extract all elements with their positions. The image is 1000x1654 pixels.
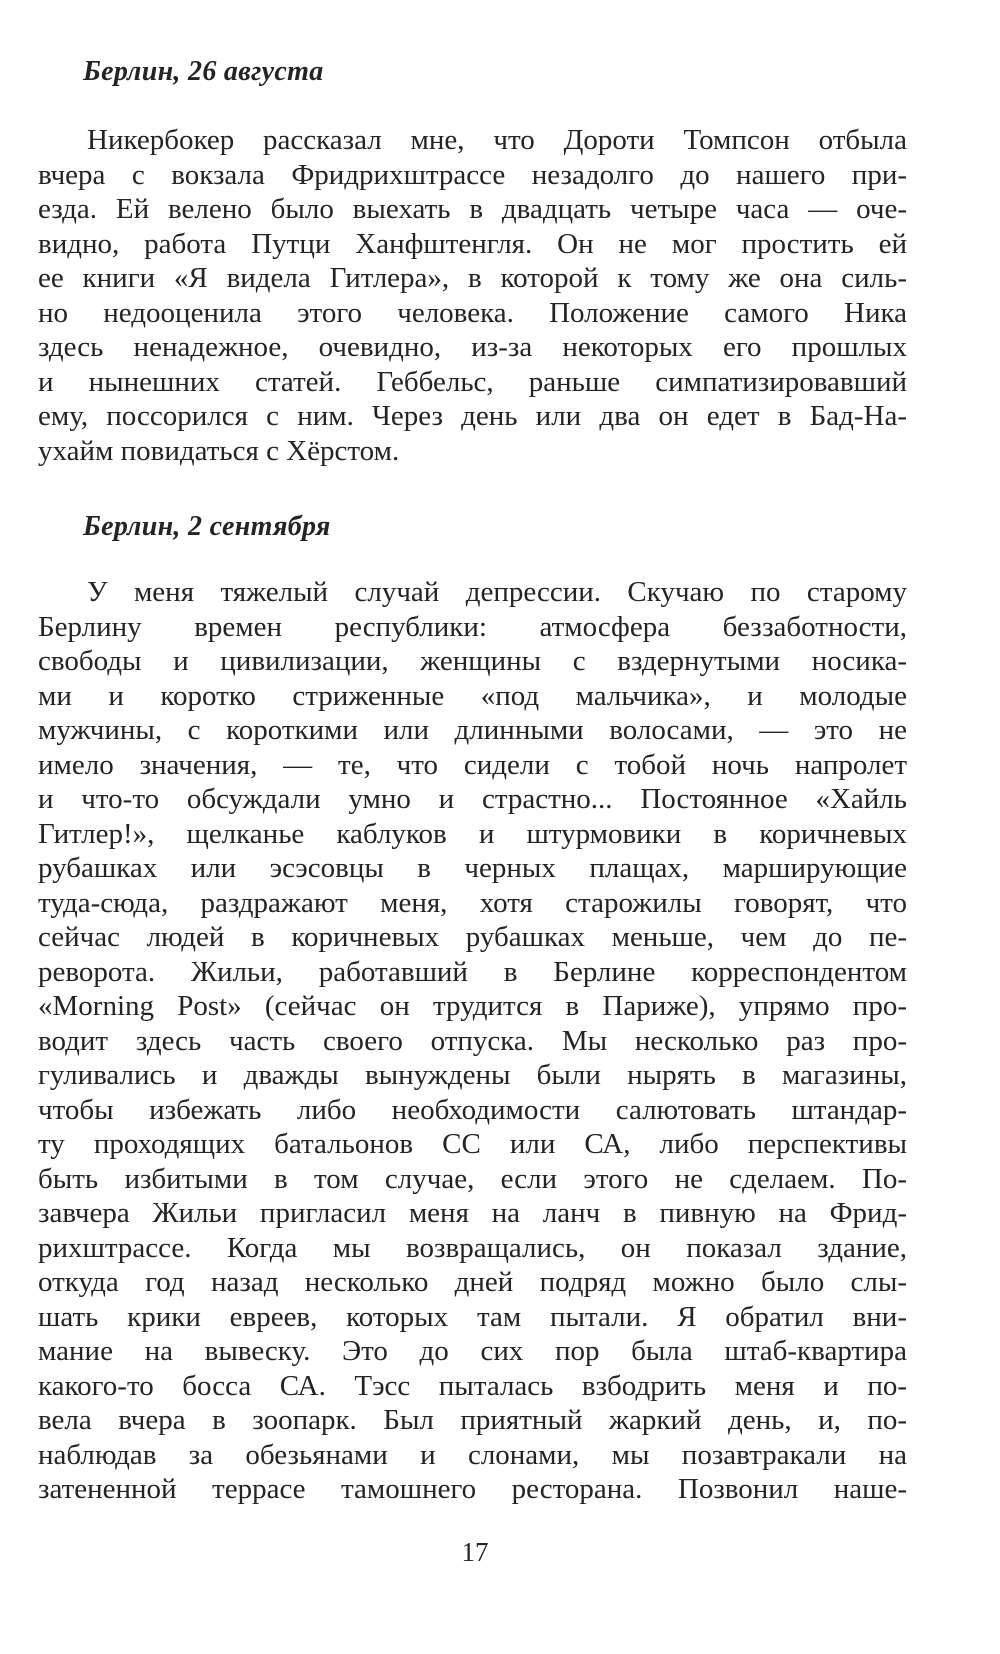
text-line: У меня тяжелый случай депрессии. Скучаю по старому (87, 576, 907, 608)
text-line: «Morning Post» (сейчас он трудится в Париже), упрямо про- (38, 990, 907, 1022)
text-line: наблюдав за обезьянами и слонами, мы позавтракали на (38, 1438, 907, 1471)
text-line: свободы и цивилизации, женщины с вздернутыми носика- (38, 645, 907, 677)
text-line: ми и коротко стриженные «под мальчика», и молодые (38, 679, 907, 712)
page-number: 17 (461, 1537, 489, 1567)
text-line: ухайм повидаться с Хёрстом. (38, 434, 400, 467)
text-line: езда. Ей велено было выехать в двадцать четыре часа — оче- (38, 193, 907, 225)
entry-heading-aug-26: Берлин, 26 августа (83, 56, 324, 87)
text-line: рубашках или эсэсовцы в черных плащах, марширующие (38, 852, 907, 884)
text-line: мание на вывеску. Это до сих пор была штаб-квартира (38, 1335, 907, 1367)
text-line: здесь ненадежное, очевидно, из-за некоторых его прошлых (38, 331, 907, 363)
text-line: быть избитыми в том случае, если этого не сделаем. По- (38, 1162, 907, 1195)
text-line: Гитлер!», щелканье каблуков и штурмовики в коричневых (38, 817, 907, 850)
entry-body-aug-26 (38, 123, 907, 468)
text-line: рихштрассе. Когда мы возвращались, он показал здание, (38, 1231, 907, 1264)
text-line: завчера Жильи пригласил меня на ланч в пивную на Фрид- (38, 1197, 907, 1229)
text-line: откуда год назад несколько дней подряд можно было слы- (38, 1266, 907, 1298)
text-line: туда-сюда, раздражают меня, хотя старожилы говорят, что (38, 886, 907, 919)
text-line: и нынешних статей. Геббельс, раньше симпатизировавший (38, 365, 907, 398)
entry-heading-sep-2: Берлин, 2 сентября (83, 511, 331, 542)
text-line: какого-то босса СА. Тэсс пыталась взбодрить меня и по- (38, 1369, 907, 1402)
text-line: ее книги «Я видела Гитлера», в которой к тому же она силь- (38, 262, 907, 294)
text-line: ему, поссорился с ним. Через день или два он едет в Бад-На- (38, 400, 907, 432)
text-line: реворота. Жильи, работавший в Берлине корреспондентом (38, 955, 907, 988)
text-line: Берлину времен республики: атмосфера беззаботности, (38, 610, 907, 643)
text-line: видно, работа Путци Ханфштенгля. Он не мог простить ей (38, 227, 907, 260)
text-line: мужчины, с короткими или длинными волосами, — это не (38, 714, 907, 746)
text-line: гуливались и дважды вынуждены были нырять в магазины, (38, 1059, 907, 1091)
text-line: вчера с вокзала Фридрихштрассе незадолго до нашего при- (38, 158, 907, 191)
text-line: Никербокер рассказал мне, что Дороти Томпсон отбыла (87, 124, 907, 156)
text-line: затененной террасе тамошнего ресторана. Позвонил наше- (38, 1473, 907, 1505)
text-line: но недооценила этого человека. Положение самого Ника (38, 296, 907, 329)
text-line: водит здесь часть своего отпуска. Мы несколько раз про- (38, 1024, 907, 1057)
entry-body-sep-2 (38, 575, 907, 1507)
text-line: ту проходящих батальонов СС или СА, либо перспективы (38, 1128, 907, 1160)
text-line: сейчас людей в коричневых рубашках меньше, чем до пе- (38, 921, 907, 953)
text-line: вела вчера в зоопарк. Был приятный жаркий день, и, по- (38, 1404, 907, 1436)
text-line: и что-то обсуждали умно и страстно... Постоянное «Хайль (38, 783, 907, 815)
text-line: чтобы избежать либо необходимости салютовать штандар- (38, 1093, 907, 1126)
text-line: шать крики евреев, которых там пытали. Я обратил вни- (38, 1300, 907, 1333)
text-line: имело значения, — те, что сидели с тобой ночь напролет (38, 748, 907, 781)
